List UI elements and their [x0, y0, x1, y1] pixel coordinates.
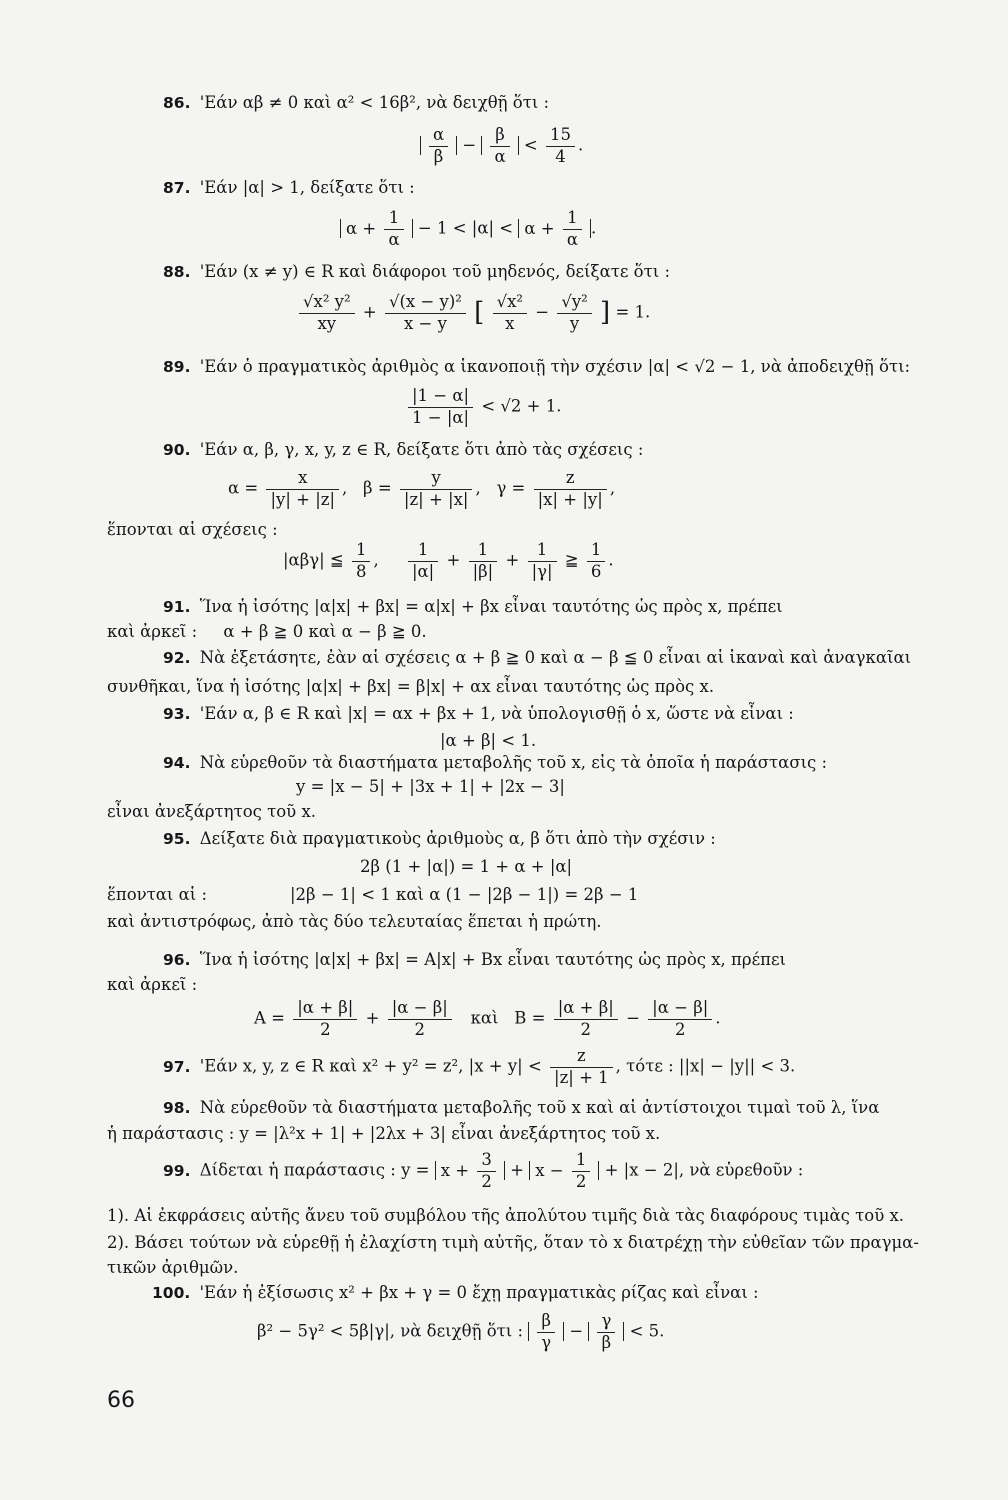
problem-99-item2: 2). Βάσει τούτων νὰ εὑρεθῇ ἡ ἐλαχίστη τιμὴ αὐτῆς, ὅταν τὸ x διατρέχῃ τὴν εὐθεῖαν τῶν πραγμα-: [107, 1233, 919, 1252]
problem-100: 100. 'Εάν ἡ ἐξίσωσις x² + βx + γ = 0 ἔχῃ πραγματικὰς ρίζας καὶ εἶναι :: [152, 1283, 759, 1302]
problem-99: 99. Δίδεται ἡ παράστασις : y = x + $\frac{3}{2}$ + x − $\frac{1}{2}$ + |x − 2|, νὰ εὑρεθοῦν :: [163, 1150, 804, 1191]
problem-99-item2-cont: τικῶν ἀριθμῶν.: [107, 1258, 239, 1277]
problem-97: 97. 'Εάν x, y, z ∈ R καὶ x² + y² = z², |x + y| < $\frac{z}{|z| + 1}$ , τότε : ||x| − |y|| < 3.: [163, 1046, 796, 1087]
problem-94-cont: εἶναι ἀνεξάρτητος τοῦ x.: [107, 802, 317, 821]
problem-96: 96. Ἵνα ἡ ἰσότης |α|x| + βx| = A|x| + Bx εἶναι ταυτότης ὡς πρὸς x, πρέπει: [163, 950, 786, 969]
follow-text: ἕπονται αἱ σχέσεις :: [107, 520, 278, 539]
problem-86: 86. 'Εάν αβ ≠ 0 καὶ α² < 16β², νὰ δειχθῇ ὅτι :: [163, 93, 550, 112]
formula-96: A = $\frac{|\alpha + \beta|}{2}$ + $\frac{|\alpha - \beta|}{2}$ καὶ B = $\frac{|\alpha + \beta|}{2}$ − $\frac{|\alpha - \beta|}{2}$ .: [254, 998, 721, 1039]
problem-93: 93. 'Εάν α, β ∈ R καὶ |x| = αx + βx + 1, νὰ ὑπολογισθῇ ὁ x, ὥστε νὰ εἶναι :: [163, 704, 794, 723]
problem-95-formula2: |2β − 1| < 1 καὶ α (1 − |2β − 1|) = 2β − 1: [290, 885, 639, 904]
problem-95-cont: ἕπονται αἱ :: [107, 885, 208, 904]
formula-87: α + $\frac{1}{\alpha}$ − 1 < |α| < α + $\frac{1}{\alpha}$ .: [340, 208, 596, 250]
problem-95-cont2: καὶ ἀντιστρόφως, ἀπὸ τὰς δύο τελευταίας ἕπεται ἡ πρώτη.: [107, 912, 602, 931]
problem-87: 87. 'Εάν |α| > 1, δείξατε ὅτι :: [163, 178, 415, 197]
problem-89: 89. 'Εάν ὁ πραγματικὸς ἀριθμὸς α ἱκανοποιῇ τὴν σχέσιν |α| < √2 − 1, νὰ ἀποδειχθῇ ὅτι:: [163, 357, 911, 376]
problem-94: 94. Νὰ εὑρεθοῦν τὰ διαστήματα μεταβολῆς τοῦ x, εἰς τὰ ὁποῖα ἡ παράστασις :: [163, 753, 828, 772]
problem-95-formula: 2β (1 + |α|) = 1 + α + |α|: [360, 857, 573, 876]
problem-98: 98. Νὰ εὑρεθοῦν τὰ διαστήματα μεταβολῆς τοῦ x καὶ αἱ ἀντίστοιχοι τιμαὶ τοῦ λ, ἵνα: [163, 1098, 880, 1117]
formula-89: $\frac{|1 - \alpha|}{1 - |\alpha|}$ < √2 + 1.: [405, 386, 561, 428]
problem-93-cont: |α + β| < 1.: [440, 731, 537, 750]
formula-90-results: |αβγ| ≦ $\frac{1}{8}$ , $\frac{1}{|\alpha|}$ + $\frac{1}{|\beta|}$ + $\frac{1}{|\gamma|}$ ≧ $\frac{1}{6}$ .: [283, 540, 614, 581]
page-number: 66: [107, 1388, 135, 1413]
problem-88: 88. 'Εάν (x ≠ y) ∈ R καὶ διάφοροι τοῦ μηδενός, δείξατε ὅτι :: [163, 262, 671, 281]
formula-86: $\frac{\alpha}{\beta}$ − $\frac{\beta}{\alpha}$ < $\frac{15}{4}$ .: [420, 125, 583, 167]
problem-94-formula: y = |x − 5| + |3x + 1| + |2x − 3|: [296, 777, 565, 796]
problem-92: 92. Νὰ ἐξετάσητε, ἐὰν αἱ σχέσεις α + β ≧ 0 καὶ α − β ≦ 0 εἶναι αἱ ἱκαναὶ καὶ ἀναγκαῖαι: [163, 648, 912, 667]
problem-99-item1: 1). Αἱ ἐκφράσεις αὐτῆς ἄνευ τοῦ συμβόλου τῆς ἀπολύτου τιμῆς διὰ τὰς διαφόρους τιμὰς τοῦ x.: [107, 1206, 905, 1225]
problem-92-cont: συνθῆκαι, ἵνα ἡ ἰσότης |α|x| + βx| = β|x| + αx εἶναι ταυτότης ὡς πρὸς x.: [107, 677, 715, 696]
problem-91: 91. Ἵνα ἡ ἰσότης |α|x| + βx| = α|x| + βx εἶναι ταυτότης ὡς πρὸς x, πρέπει: [163, 597, 783, 616]
formula-100: β² − 5γ² < 5β|γ|, νὰ δειχθῇ ὅτι : $\frac{\beta}{\gamma}$ − $\frac{\gamma}{\beta}$ < 5.: [257, 1311, 665, 1352]
formula-90-defs: α = $\frac{x}{|y| + |z|}$ , β = $\frac{y}{|z| + |x|}$ , γ = $\frac{z}{|x| + |y|}$ ,: [228, 468, 616, 509]
problem-91-cont: καὶ ἀρκεῖ : α + β ≧ 0 καὶ α − β ≧ 0.: [107, 622, 427, 641]
problem-95: 95. Δείξατε διὰ πραγματικοὺς ἀριθμοὺς α, β ὅτι ἀπὸ τὴν σχέσιν :: [163, 829, 716, 848]
problem-90: 90. 'Εάν α, β, γ, x, y, z ∈ R, δείξατε ὅτι ἀπὸ τὰς σχέσεις :: [163, 440, 644, 459]
problem-98-cont: ἡ παράστασις : y = |λ²x + 1| + |2λx + 3| εἶναι ἀνεξάρτητος τοῦ x.: [107, 1124, 661, 1143]
problem-96-cont: καὶ ἀρκεῖ :: [107, 975, 198, 994]
formula-88: $\frac{\text{√x² y²}}{xy}$ + $\frac{\text{√(x − y)²}}{x - y}$ [ $\frac{\text{√x²}}{x}$ − $\frac{\text{√y²}}{y}$ ] = 1.: [296, 292, 650, 334]
